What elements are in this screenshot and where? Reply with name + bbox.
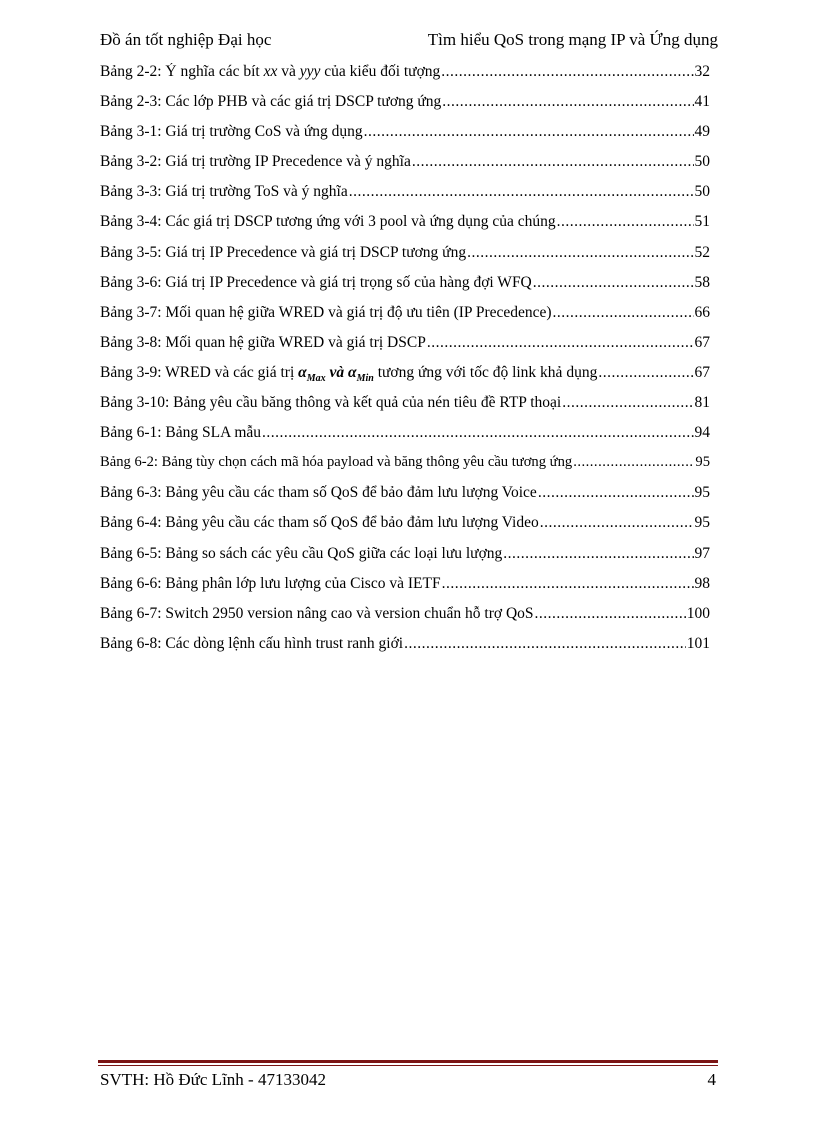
toc-entry[interactable] [100,545,710,575]
toc-dot-leader [598,364,693,382]
toc-entry-title: Bảng 3-8: Mối quan hệ giữa WRED và giá trị DSCP [100,333,426,351]
toc-dot-leader [442,93,693,111]
toc-entry[interactable] [100,213,710,243]
toc-entry-page: 95 [695,454,710,471]
toc-entry-page: 52 [694,243,710,261]
toc-entry[interactable] [100,153,710,183]
toc-entry-title: Bảng 6-8: Các dòng lệnh cấu hình trust ranh giới [100,634,404,652]
toc-entry-title: Bảng 3-2: Giá trị trường IP Precedence và ý nghĩa [100,153,411,171]
toc-entry[interactable] [100,514,710,544]
toc-entry-page: 98 [694,574,710,592]
toc-dot-leader [404,635,686,653]
toc-entry-page: 97 [694,544,710,562]
toc-entry-page: 51 [694,213,710,231]
toc-dot-leader [349,183,694,201]
toc-entry[interactable] [100,364,710,394]
toc-entry[interactable] [100,394,710,424]
toc-entry[interactable] [100,93,710,123]
page-header [100,30,718,52]
toc-dot-leader [540,514,694,532]
page-number: 4 [707,1070,716,1089]
toc-entry-title: Bảng 6-6: Bảng phân lớp lưu lượng của Cisco và IETF [100,574,441,592]
toc-dot-leader [262,424,693,442]
toc-dot-leader [441,63,693,81]
toc-entry-page: 66 [694,303,710,321]
toc-dot-leader [364,123,694,141]
toc-entry-title: Bảng 3-1: Giá trị trường CoS và ứng dụng [100,123,363,141]
footer-rule [98,1060,718,1063]
toc-entry-title: Bảng 6-1: Bảng SLA mẫu [100,424,262,442]
toc-entry[interactable] [100,183,710,213]
toc-entry[interactable] [100,605,710,635]
toc-entry-title: Bảng 6-2: Bảng tùy chọn cách mã hóa payload và băng thông yêu cầu tương ứng [100,454,573,471]
toc-entry-page: 58 [694,273,710,291]
header-thesis-label: Đồ án tốt nghiệp Đại học [100,30,272,49]
toc-entry-title: Bảng 3-10: Bảng yêu cầu băng thông và kết quả của nén tiêu đề RTP thoại [100,394,562,412]
toc-entry-title: Bảng 3-3: Giá trị trường ToS và ý nghĩa [100,183,348,201]
toc-entry-title: Bảng 6-4: Bảng yêu cầu các tham số QoS để bảo đảm lưu lượng Video [100,514,539,532]
toc-dot-leader [442,575,694,593]
toc-entry-page: 50 [694,153,710,171]
toc-entry[interactable] [100,334,710,364]
toc-dot-leader [553,304,694,322]
footer-student-info: SVTH: Hồ Đức Lĩnh - 47133042 [100,1070,326,1089]
toc-entry[interactable] [100,63,710,93]
toc-entry-title: Bảng 3-9: WRED và các giá trị $\alpha_{Max}$ và $\alpha_{Min}$ tương ứng với tốc độ link khả dụng [100,363,598,385]
toc-dot-leader [538,484,694,502]
toc-entry[interactable] [100,454,710,484]
toc-entry-page: 67 [694,363,710,381]
toc-entry-page: 100 [686,604,710,622]
toc-entry-title: Bảng 3-5: Giá trị IP Precedence và giá trị DSCP tương ứng [100,243,467,261]
toc-entry[interactable] [100,123,710,153]
toc-entry[interactable] [100,575,710,605]
toc-entry-page: 50 [694,183,710,201]
toc-entry-title: Bảng 2-2: Ý nghĩa các bít xx và yyy của kiểu đối tượng [100,63,441,80]
toc-entry-title: Bảng 6-5: Bảng so sách các yêu cầu QoS giữa các loại lưu lượng [100,544,503,562]
header-thesis-title: Tìm hiểu QoS trong mạng IP và Ứng dụng [427,30,718,49]
toc-entry[interactable] [100,484,710,514]
toc-entry[interactable] [100,274,710,304]
toc-entry-title: Bảng 6-7: Switch 2950 version nâng cao và version chuẩn hỗ trợ QoS [100,604,534,622]
toc-entry-title: Bảng 3-4: Các giá trị DSCP tương ứng với 3 pool và ứng dụng của chúng [100,213,556,231]
footer-rule-thin [98,1065,718,1066]
toc-entry-page: 95 [694,514,710,532]
page-footer [100,1070,716,1092]
toc-entry-title: Bảng 6-3: Bảng yêu cầu các tham số QoS để bảo đảm lưu lượng Voice [100,484,537,502]
toc-entry-page: 95 [694,484,710,502]
toc-entry[interactable] [100,424,710,454]
toc-dot-leader [503,545,693,563]
toc-entry[interactable] [100,635,710,665]
toc-dot-leader [412,153,694,171]
toc-dot-leader [427,334,694,352]
toc-dot-leader [557,213,694,231]
toc-entry[interactable] [100,244,710,274]
toc-entry[interactable] [100,304,710,334]
toc-entry-page: 94 [694,424,710,442]
toc-entry-page: 101 [686,634,710,652]
toc-dot-leader [533,274,694,292]
toc-dot-leader [467,244,693,262]
toc-dot-leader [562,394,693,412]
table-of-tables [100,63,710,665]
toc-entry-title: Bảng 2-3: Các lớp PHB và các giá trị DSCP tương ứng [100,93,442,111]
toc-entry-page: 41 [694,93,710,111]
toc-entry-title: Bảng 3-7: Mối quan hệ giữa WRED và giá trị độ ưu tiên (IP Precedence) [100,303,552,321]
toc-entry-page: 81 [694,394,710,412]
toc-entry-page: 67 [694,333,710,351]
toc-entry-page: 49 [694,123,710,141]
toc-entry-page: 32 [694,63,710,80]
toc-dot-leader [535,605,686,623]
toc-dot-leader [573,454,694,471]
toc-entry-title: Bảng 3-6: Giá trị IP Precedence và giá trị trọng số của hàng đợi WFQ [100,273,532,291]
